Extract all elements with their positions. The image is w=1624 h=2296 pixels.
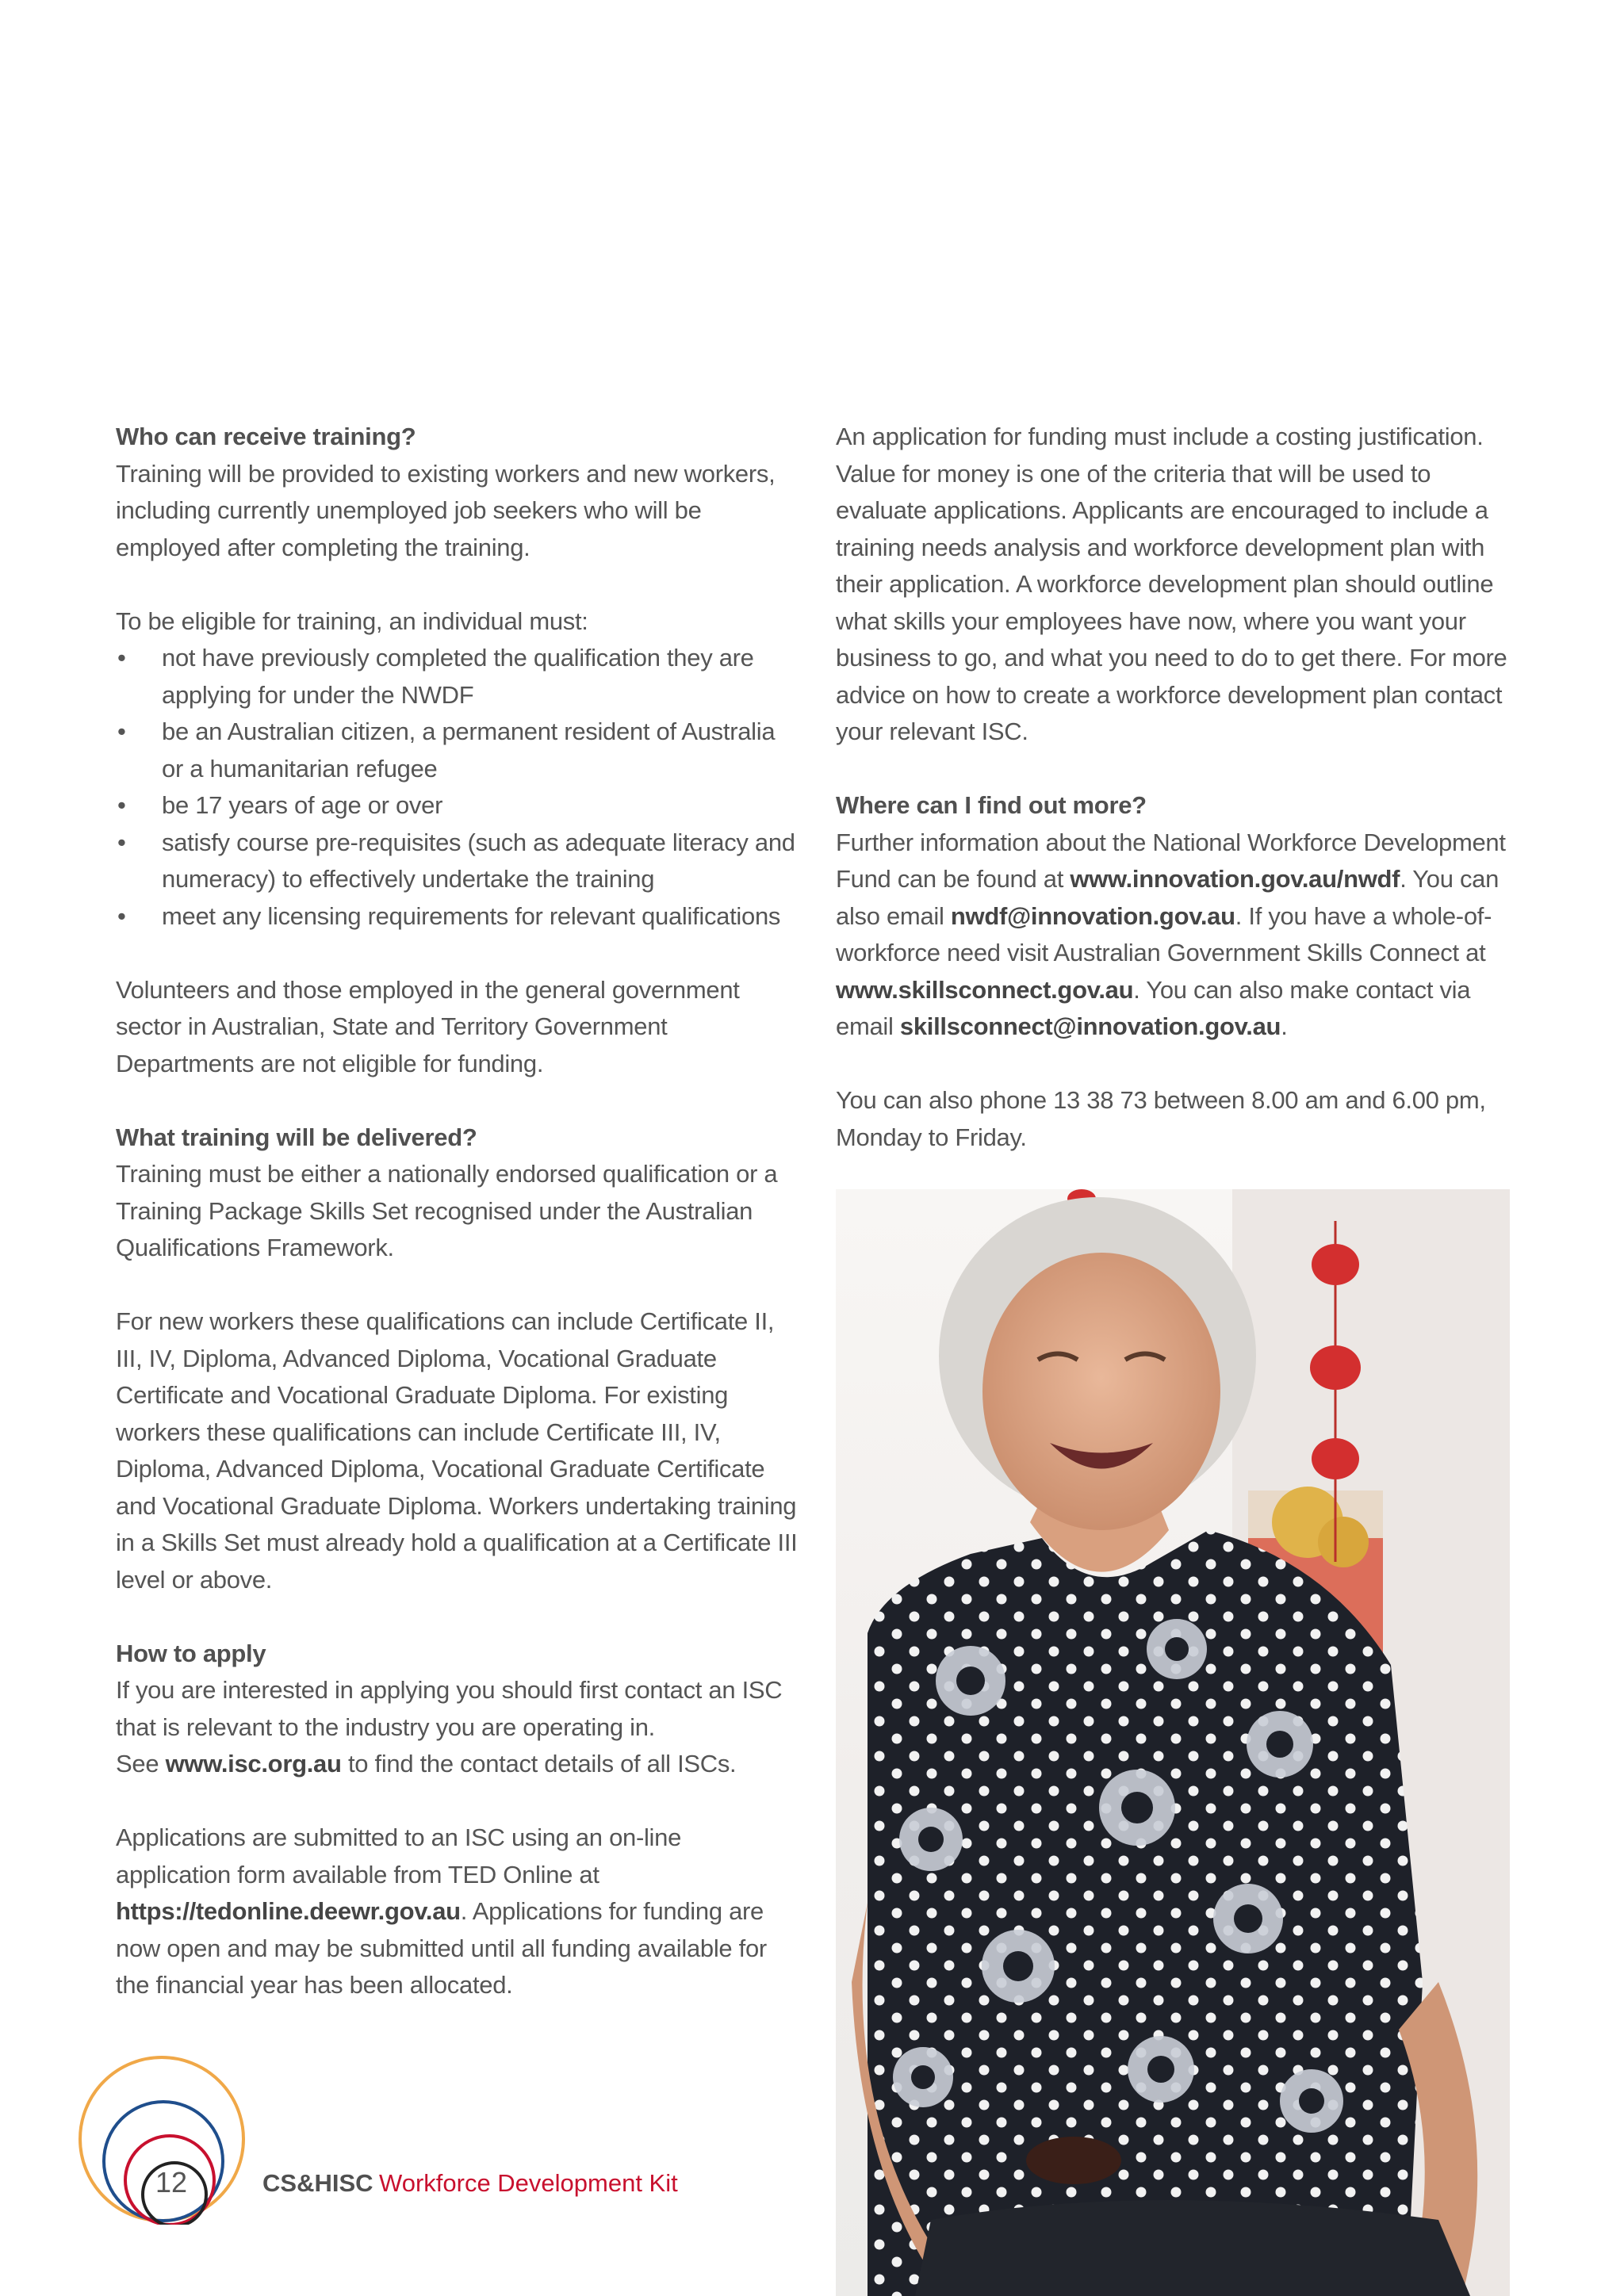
text-applications-post: . Applications for funding are now open and may be submitted until all funding available for the financial year has been allocated. xyxy=(116,1897,767,1999)
list-item: • be an Australian citizen, a permanent resident of Australia or a humanitarian refugee xyxy=(116,714,798,787)
heading-who-can-receive: Who can receive training? xyxy=(116,423,416,450)
paragraph-training-type: Training must be either a nationally endorsed qualification or a Training Package Skills Set recognised under the Australian Qualifications Framework. xyxy=(116,1160,778,1261)
text-info-e: . xyxy=(1281,1012,1288,1040)
heading-how-to-apply: How to apply xyxy=(116,1639,266,1667)
paragraph-see-isc xyxy=(116,1746,798,1783)
text-info-a: Further information about the National Workforce Development Fund can be found at xyxy=(836,828,1506,893)
left-column xyxy=(116,419,798,2004)
paragraph-further-info xyxy=(836,825,1519,1046)
link-isc[interactable]: www.isc.org.au xyxy=(165,1750,342,1777)
footer-org-name: CS&HISC xyxy=(262,2169,373,2197)
paragraph-volunteers: Volunteers and those employed in the general government sector in Australian, State and Territory Government Departments are not eligible for funding. xyxy=(116,975,740,1077)
paragraph-phone: You can also phone 13 38 73 between 8.00 am and 6.00 pm, Monday to Friday. xyxy=(836,1086,1486,1151)
photo-illustration xyxy=(836,1189,1510,2296)
list-item: • not have previously completed the qualification they are applying for under the NWDF xyxy=(116,640,798,714)
text-info-b: . You can also email xyxy=(836,865,1500,930)
link-skillsconnect[interactable]: www.skillsconnect.gov.au xyxy=(836,975,1134,1004)
list-item: • be 17 years of age or over xyxy=(116,787,798,825)
paragraph-costing: An application for funding must include a costing justification. Value for money is one of the criteria that will be used to evaluate applications. Applicants are encouraged to include a training needs analysis and workforce development plan with their application. A workforce development plan should outline what skills your employees have now, where you want your business to go, and what you need to do to get there. For more advice on how to create a workforce development plan contact your relevant ISC. xyxy=(836,423,1507,745)
right-column xyxy=(836,419,1519,1156)
link-nwdf[interactable]: www.innovation.gov.au/nwdf xyxy=(1070,865,1400,893)
list-item: • satisfy course pre-requisites (such as adequate literacy and numeracy) to effectively undertake the training xyxy=(116,825,798,898)
paragraph-contact-isc: If you are interested in applying you should first contact an ISC that is relevant to the industry you are operating in. xyxy=(116,1676,783,1741)
paragraph-applications xyxy=(116,1820,798,2004)
paragraph-qualifications: For new workers these qualifications can include Certificate II, III, IV, Diploma, Advanced Diploma, Vocational Graduate Certificate and Vocational Graduate Diploma. For existing workers these qualifications can include Certificate III, IV, Diploma, Advanced Diploma, Vocational Graduate Certificate and Vocational Graduate Diploma. Workers undertaking training in a Skills Set must already hold a qualification at a Certificate III level or above. xyxy=(116,1307,798,1594)
eligibility-list xyxy=(116,640,798,935)
list-item: • meet any licensing requirements for relevant qualifications xyxy=(116,898,798,936)
paragraph-eligibility-intro: To be eligible for training, an individual must: xyxy=(116,607,588,635)
page-number: 12 xyxy=(155,2166,188,2198)
footer-document-title: Workforce Development Kit xyxy=(379,2169,678,2197)
link-email-skillsconnect[interactable]: skillsconnect@innovation.gov.au xyxy=(899,1012,1281,1040)
heading-find-out-more: Where can I find out more? xyxy=(836,791,1147,819)
text-info-d: . You can also make contact via email xyxy=(836,975,1471,1040)
photo-elderly-woman xyxy=(836,1189,1510,2296)
heading-what-training: What training will be delivered? xyxy=(116,1123,477,1151)
text-contact-details: to find the contact details of all ISCs. xyxy=(341,1750,737,1777)
text-applications-pre: Applications are submitted to an ISC using an on-line application form available from TED Online at xyxy=(116,1823,682,1888)
text-info-c: . If you have a whole-of-workforce need visit Australian Government Skills Connect at xyxy=(836,901,1492,966)
link-tedonline[interactable]: https://tedonline.deewr.gov.au xyxy=(116,1897,461,1925)
link-email-nwdf[interactable]: nwdf@innovation.gov.au xyxy=(950,901,1235,930)
paragraph-who-can-receive: Training will be provided to existing workers and new workers, including currently unemployed job seekers who will be employed after completing the training. xyxy=(116,459,776,561)
text-see: See xyxy=(116,1750,166,1777)
